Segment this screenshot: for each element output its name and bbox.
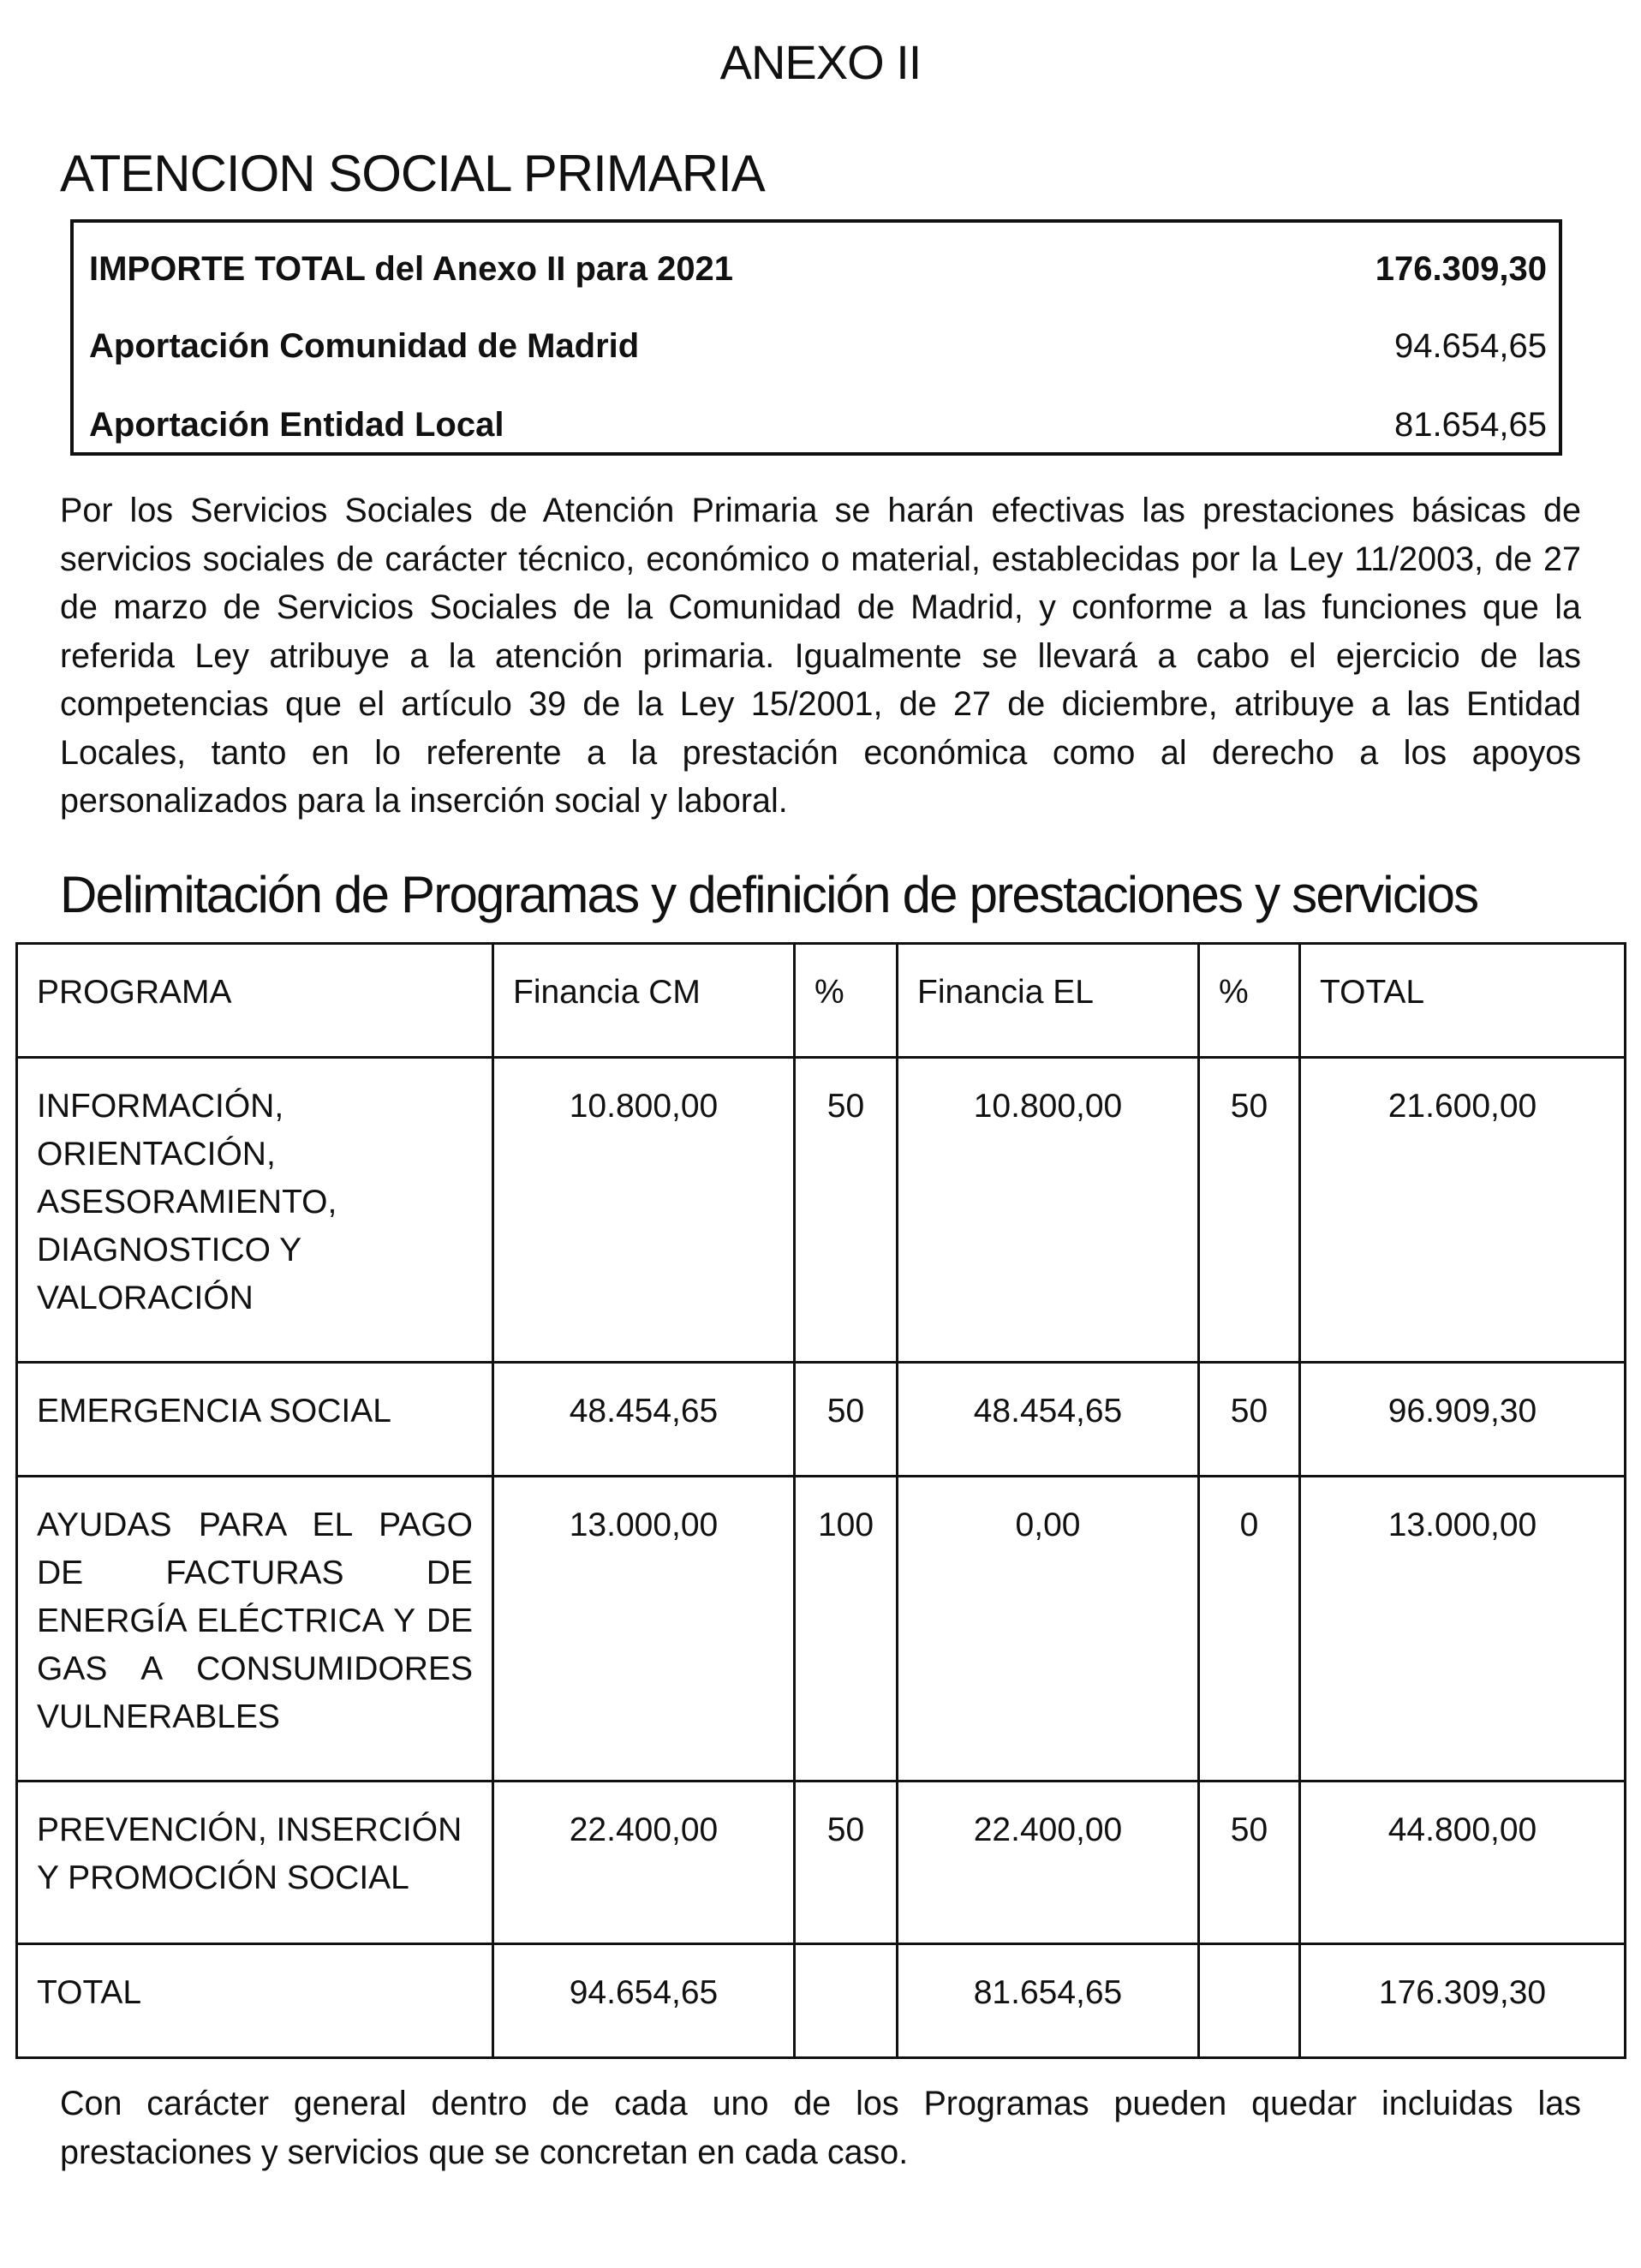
pct-cm-value: 50 (795, 1058, 898, 1363)
total-value: 13.000,00 (1300, 1477, 1626, 1782)
header-pct-cm: % (795, 944, 898, 1058)
financia-cm-value: 22.400,00 (493, 1782, 795, 1944)
total-pct-el (1199, 1944, 1300, 2058)
summary-box (70, 219, 1562, 456)
header-total: TOTAL (1300, 944, 1626, 1058)
total-value: 44.800,00 (1300, 1782, 1626, 1944)
section-title: ATENCION SOCIAL PRIMARIA (60, 145, 765, 202)
program-name: INFORMACIÓN, ORIENTACIÓN, ASESORAMIENTO, DIAGNOSTICO Y VALORACIÓN (17, 1058, 493, 1363)
financia-el-value: 0,00 (898, 1477, 1199, 1782)
programs-title: Delimitación de Programas y definición de prestaciones y servicios (60, 866, 1478, 923)
total-pct-cm (795, 1944, 898, 2058)
table-row (17, 1363, 1626, 1477)
financia-cm-value: 13.000,00 (493, 1477, 795, 1782)
total-financia-el: 81.654,65 (898, 1944, 1199, 2058)
financia-cm-value: 48.454,65 (493, 1363, 795, 1477)
intro-paragraph: Por los Servicios Sociales de Atención Primaria se harán efectivas las prestaciones básicas de servicios sociales de carácter técnico, económico o material, establecidas por la Ley 11/2003, de 27 de marzo de Servicios Sociales de la Comunidad de Madrid, y conforme a las funciones que la referida Ley atribuye a la atención primaria. Igualmente se llevará a cabo el ejercicio de las competencias que el artículo 39 de la Ley 15/2001, de 27 de diciembre, atribuye a las Entidad Locales, tanto en lo referente a la prestación económica como al derecho a los apoyos personalizados para la inserción social y laboral. (60, 492, 1581, 820)
header-programa: PROGRAMA (17, 944, 493, 1058)
summary-cm-label: Aportación Comunidad de Madrid (89, 327, 640, 365)
pct-el-value: 50 (1199, 1058, 1300, 1363)
summary-cm-row (89, 320, 1547, 372)
header-financia-cm: Financia CM (493, 944, 795, 1058)
annex-title: ANEXO II (719, 35, 922, 89)
summary-total-label: IMPORTE TOTAL del Anexo II para 2021 (89, 250, 734, 288)
grand-total: 176.309,30 (1300, 1944, 1626, 2058)
programs-table (15, 942, 1626, 2059)
program-name: AYUDAS PARA EL PAGO DE FACTURAS DE ENERGÍA ELÉCTRICA Y DE GAS A CONSUMIDORES VULNERABLES (17, 1477, 493, 1782)
summary-el-row (89, 399, 1547, 451)
table-header-row (17, 944, 1626, 1058)
program-name: EMERGENCIA SOCIAL (17, 1363, 493, 1477)
financia-cm-value: 10.800,00 (493, 1058, 795, 1363)
pct-cm-value: 100 (795, 1477, 898, 1782)
financia-el-value: 48.454,65 (898, 1363, 1199, 1477)
pct-el-value: 0 (1199, 1477, 1300, 1782)
total-value: 21.600,00 (1300, 1058, 1626, 1363)
summary-el-value: 81.654,65 (1394, 406, 1547, 444)
total-financia-cm: 94.654,65 (493, 1944, 795, 2058)
total-value: 96.909,30 (1300, 1363, 1626, 1477)
header-financia-el: Financia EL (898, 944, 1199, 1058)
financia-el-value: 10.800,00 (898, 1058, 1199, 1363)
table-row (17, 1058, 1626, 1363)
table-row (17, 1477, 1626, 1782)
summary-total-row (89, 243, 1547, 295)
pct-cm-value: 50 (795, 1782, 898, 1944)
summary-cm-value: 94.654,65 (1394, 327, 1547, 365)
summary-el-label: Aportación Entidad Local (89, 406, 504, 444)
header-pct-el: % (1199, 944, 1300, 1058)
pct-el-value: 50 (1199, 1363, 1300, 1477)
pct-el-value: 50 (1199, 1782, 1300, 1944)
table-total-row (17, 1944, 1626, 2058)
closing-paragraph: Con carácter general dentro de cada uno de los Programas pueden quedar incluidas las prestaciones y servicios que se concretan en cada caso. (60, 2085, 1581, 2171)
pct-cm-value: 50 (795, 1363, 898, 1477)
financia-el-value: 22.400,00 (898, 1782, 1199, 1944)
total-row-label: TOTAL (17, 1944, 493, 2058)
summary-total-value: 176.309,30 (1375, 250, 1547, 288)
program-name: PREVENCIÓN, INSERCIÓN Y PROMOCIÓN SOCIAL (17, 1782, 493, 1944)
table-row (17, 1782, 1626, 1944)
